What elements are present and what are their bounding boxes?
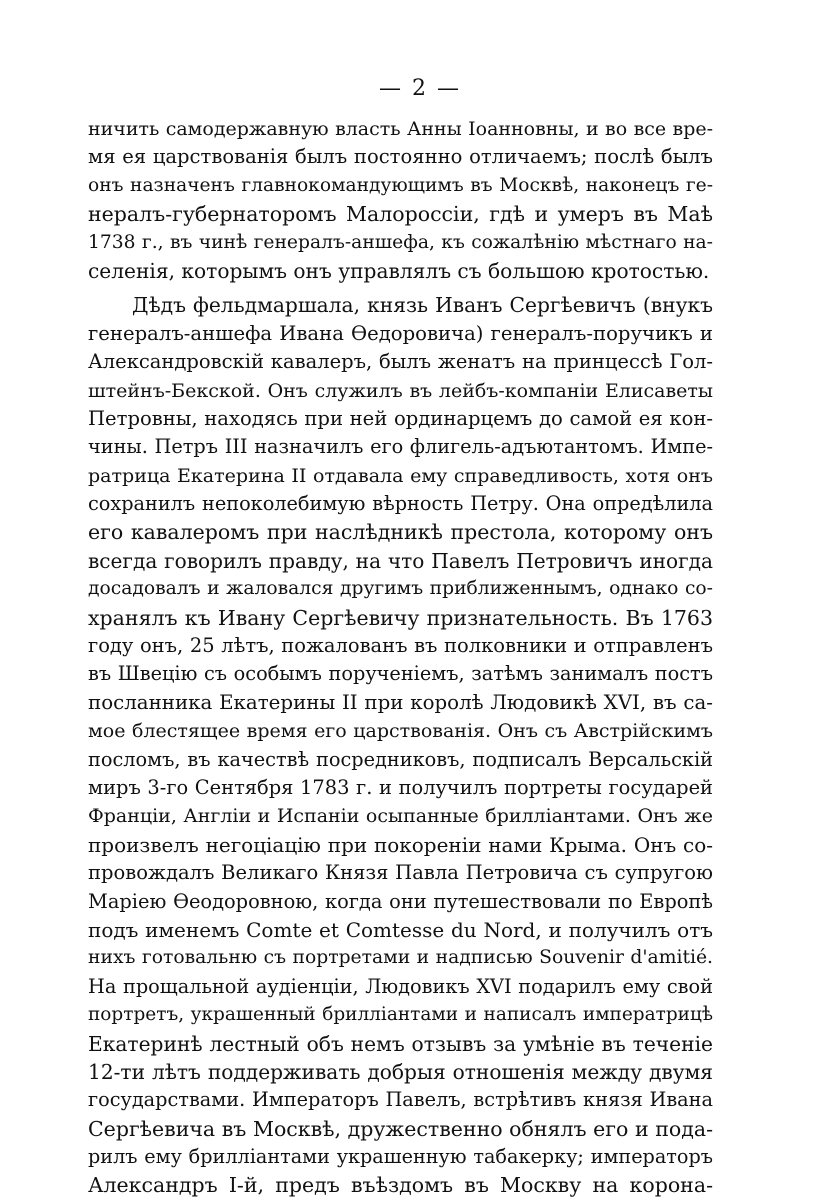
text-line: миръ 3-го Сентября 1783 г. и получилъ портреты государей [88, 775, 713, 799]
text-line: рилъ ему бриллiантами украшенную табакерку; императоръ [88, 1145, 713, 1169]
text-line: чины. Петръ III назначилъ его флигель-адъютантомъ. Импе- [88, 435, 713, 459]
text-line: портретъ, украшенный бриллiантами и написалъ императрицѣ [88, 1004, 713, 1026]
text-line: онъ назначенъ главнокомандующимъ въ Москвѣ, наконецъ ге- [88, 174, 713, 196]
text-line: сохранилъ непоколебимую вѣрность Петру. Она опредѣлила [88, 492, 713, 516]
text-line: его кавалеромъ при наслѣдникѣ престола, которому онъ [88, 520, 713, 545]
text-line: Екатеринѣ лестный объ немъ отзывъ за умѣніе въ теченіе [88, 1031, 713, 1056]
text-line: провождалъ Великаго Князя Павла Петровича съ супругою [88, 861, 713, 885]
text-line: 1738 г., въ чинѣ генералъ-аншефа, къ сожалѣнію мѣстнаго на- [88, 231, 713, 253]
text-line: въ Швецію съ особымъ порученіемъ, затѣмъ занималъ постъ [88, 662, 713, 686]
paragraph-1 [88, 115, 713, 285]
text-line: ничить самодержавную власть Анны Іоанновны, и во все вре- [88, 118, 713, 140]
text-line: генералъ-аншефа Ивана Ѳедоровича) генералъ-поручикъ и [88, 321, 713, 345]
text-line: Александровскій кавалеръ, былъ женатъ на принцессѣ Гол- [88, 350, 713, 374]
text-line: Маріею Ѳеодоровною, когда они путешествовали по Европѣ [88, 889, 713, 913]
text-line: штейнъ-Бекской. Онъ служилъ въ лейбъ-компаніи Елисаветы [88, 379, 713, 402]
text-line: государствами. Императоръ Павелъ, встрѣтивъ князя Ивана [88, 1088, 713, 1112]
text-line: ратрица Екатерина II отдавала ему справедливость, хотя онъ [88, 464, 713, 487]
paragraph-2 [88, 291, 713, 1200]
text-line: всегда говорилъ правду, на что Павелъ Петровичъ иногда [88, 548, 713, 573]
page-number: — 2 — [379, 76, 461, 101]
body-text [88, 115, 713, 1200]
text-line: произвелъ негоціацію при покореніи нами Крыма. Онъ со- [88, 832, 713, 857]
text-line: На прощальной аудіенціи, Людовикъ XVI подарилъ ему свой [88, 974, 713, 998]
text-line: году онъ, 25 лѣтъ, пожалованъ въ полковники и отправленъ [88, 634, 713, 658]
text-line: Дѣдъ фельдмаршала, князь Иванъ Сергѣевичъ (внукъ [132, 293, 713, 318]
text-line: нихъ готовальню съ портретами и надписью Souvenir d'amitié. [88, 947, 713, 969]
text-line: Петровны, находясь при ней ординарцемъ до самой ея кон- [88, 406, 713, 430]
text-line: Александръ I-й, предъ въѣздомъ въ Москву на корона- [88, 1173, 713, 1198]
text-line: посланника Екатерины II при королѣ Людовикѣ XVI, въ са- [88, 690, 713, 714]
text-line: селенія, которымъ онъ управлялъ съ большою кротостью. [88, 258, 710, 283]
text-line: досадовалъ и жаловался другимъ приближеннымъ, однако со- [88, 578, 713, 600]
text-line: 12-ти лѣтъ поддерживать добрыя отношенія между двумя [88, 1059, 713, 1084]
text-line: хранялъ къ Ивану Сергѣевичу признательность. Въ 1763 [88, 605, 713, 630]
text-line: подъ именемъ Comte et Comtesse du Nord, и получилъ отъ [88, 917, 713, 942]
text-line: Сергѣевича въ Москвѣ, дружественно обнялъ его и пода- [88, 1116, 713, 1141]
text-line: Франціи, Англіи и Испаніи осыпанные бриллiантами. Онъ же [88, 805, 713, 828]
text-line: посломъ, въ качествѣ посредниковъ, подписалъ Версальскій [88, 747, 713, 771]
text-line: мое блестящее время его царствованія. Онъ съ Австрійскимъ [88, 720, 713, 743]
text-line: нералъ-губернаторомъ Малороссіи, гдѣ и умеръ въ Маѣ [88, 202, 713, 227]
text-line: мя ея царствованія былъ постоянно отличаемъ; послѣ былъ [88, 145, 713, 169]
